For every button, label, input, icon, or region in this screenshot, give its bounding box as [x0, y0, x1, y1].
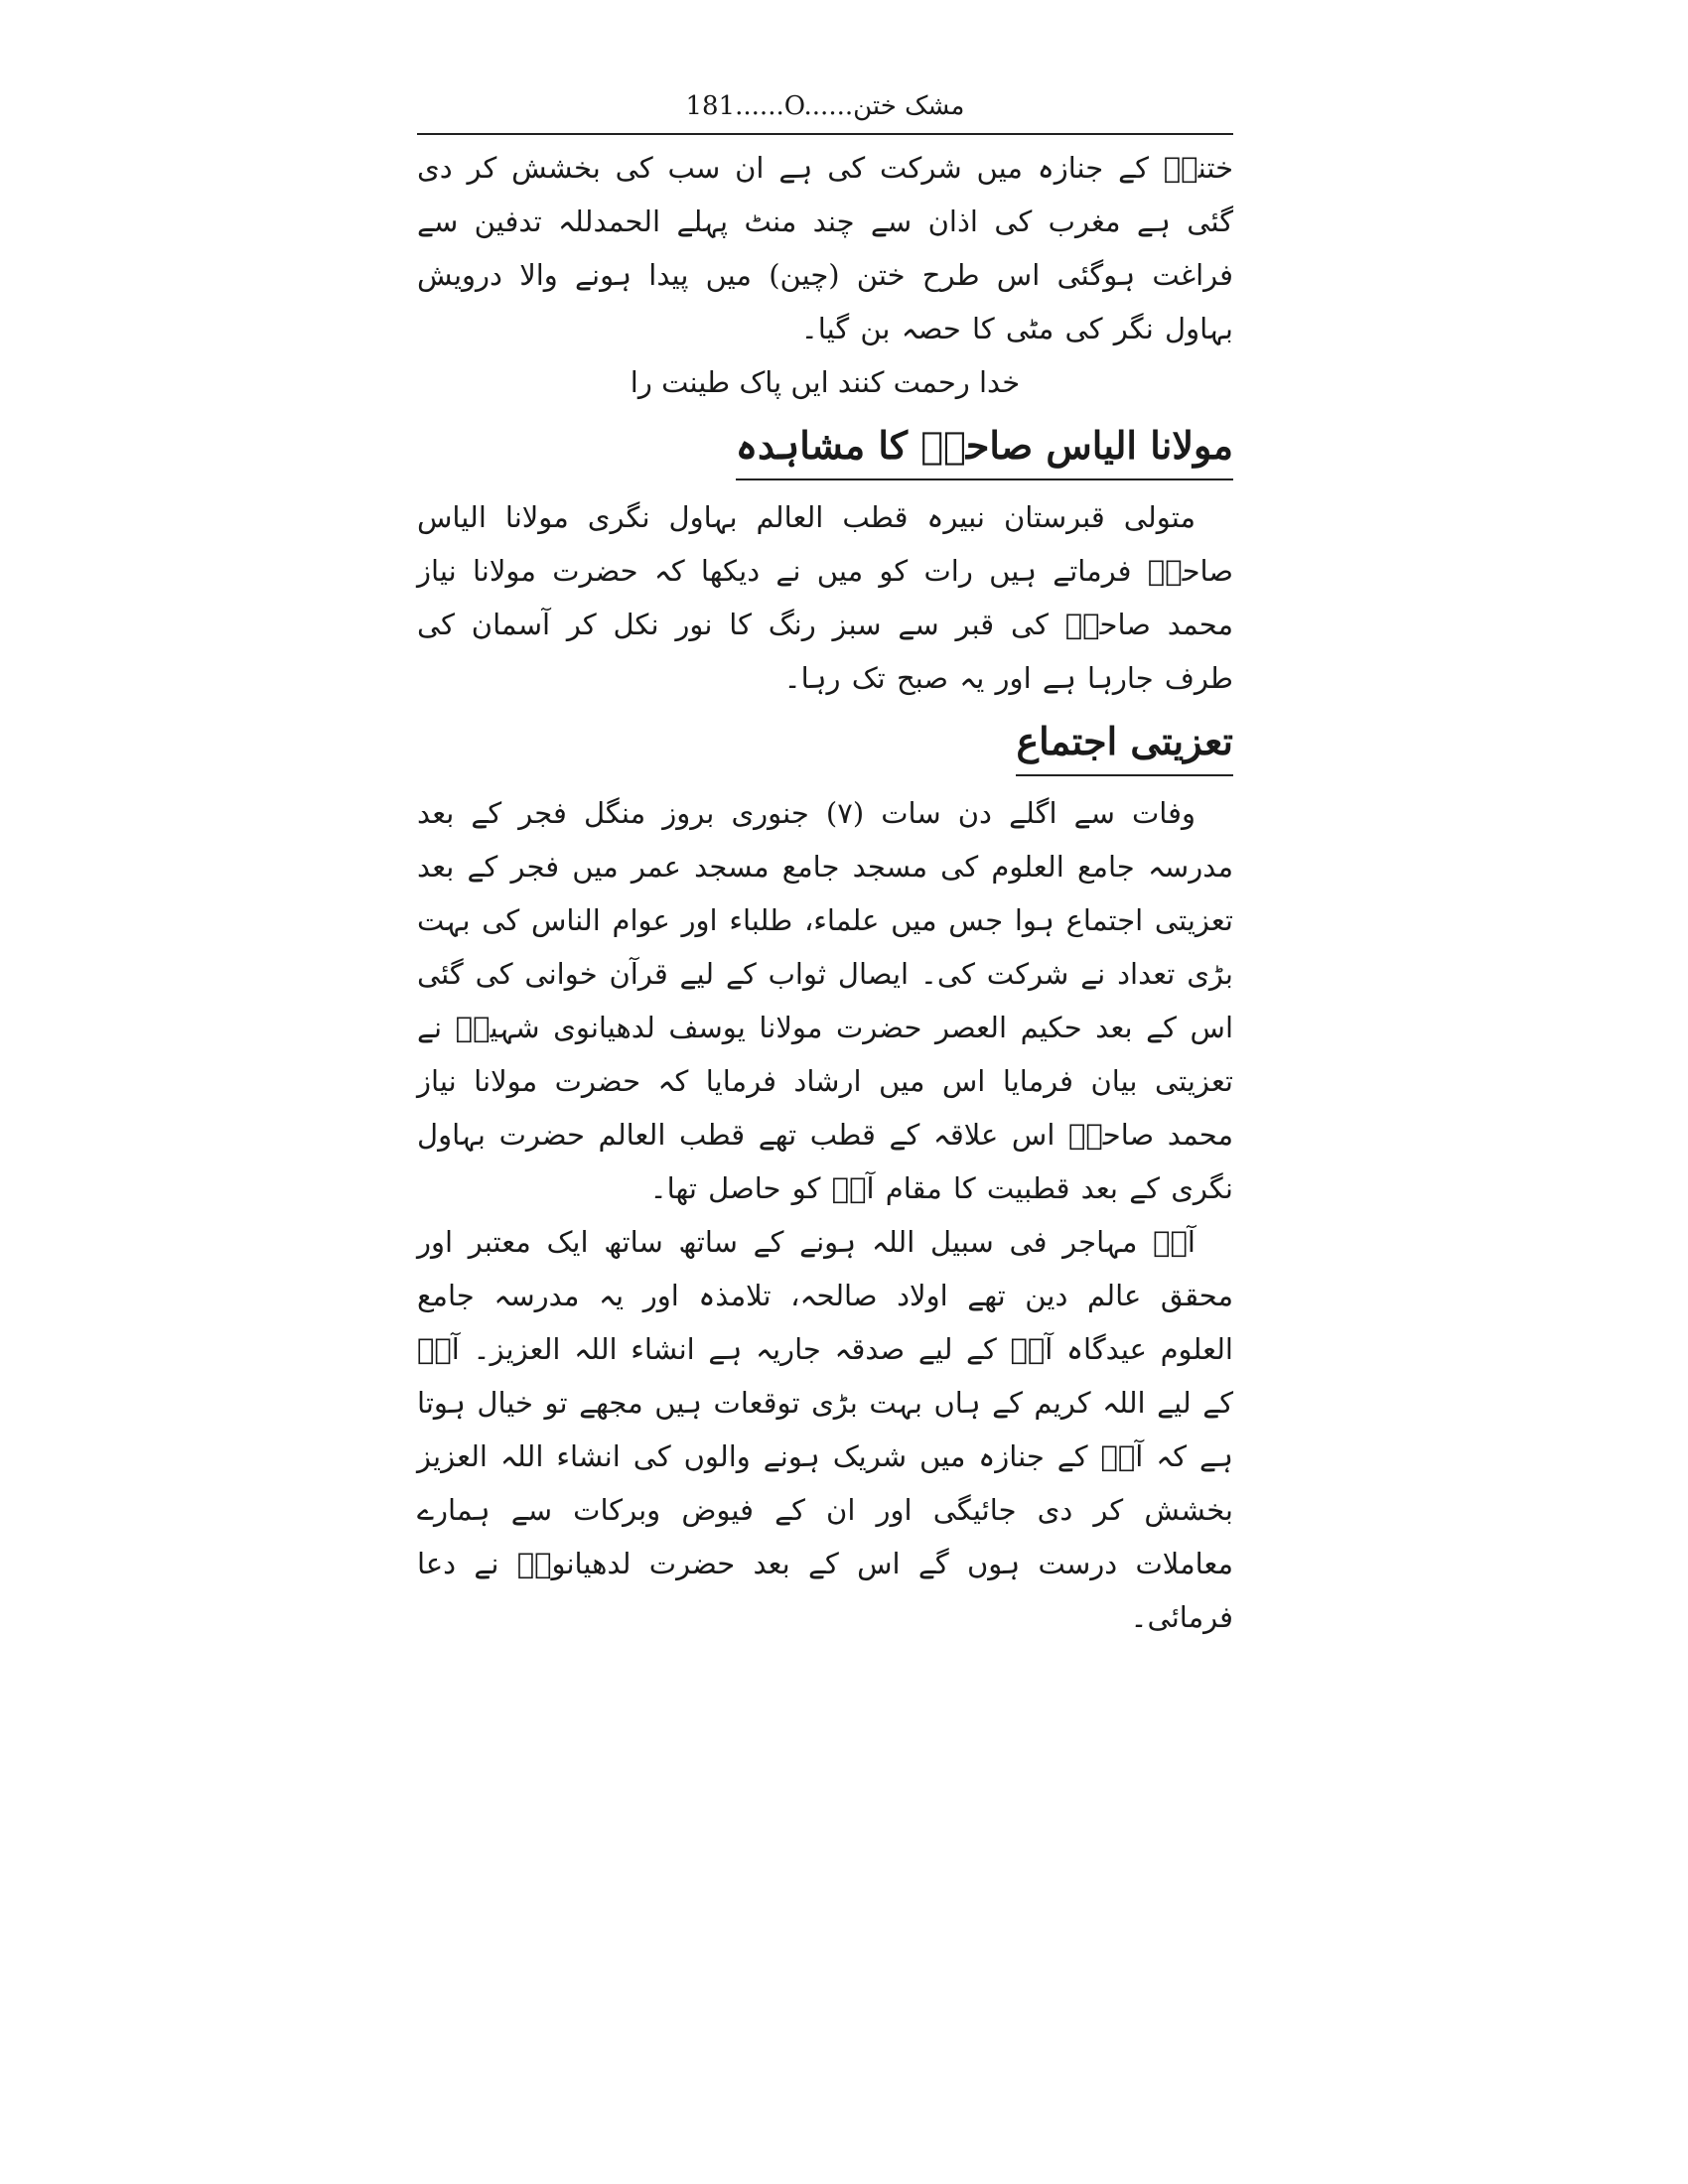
- running-head: [417, 87, 1233, 133]
- book-page: [417, 87, 1233, 1644]
- section-heading-condolence: تعزیتی اجتماع: [1016, 713, 1233, 776]
- persian-verse: خدا رحمت کنند ایں پاک طینت را: [630, 365, 1021, 399]
- header-rule: [417, 133, 1233, 135]
- page-number: 181: [685, 91, 736, 121]
- paragraph-tribute: آپؒ مہاجر فی سبیل اللہ ہونے کے ساتھ ساتھ ایک معتبر اور محقق عالم دین تھے اولاد صالحہ، تلامذہ اور یہ مدرسہ جامع العلوم عیدگاہ آپؒ کے لیے صدقہ جاریہ ہے انشاء اللہ العزیز۔ آپؒ کے لیے اللہ کریم کے ہاں بہت بڑی توقعات ہیں مجھے تو خیال ہوتا ہے کہ آپؒ کے جنازہ میں شریک ہونے والوں کی انشاء اللہ العزیز بخشش کر دی جائیگی اور ان کے فیوض وبرکات سے ہمارے معاملات درست ہوں گے اس کے بعد حضرت لدھیانویؒ نے دعا فرمائی۔: [417, 1225, 1233, 1634]
- heading-wrap-observation: [417, 409, 1233, 490]
- section-heading-observation: مولانا الیاس صاحبؒ کا مشاہدہ: [736, 417, 1233, 480]
- paragraph-condolence-gathering: وفات سے اگلے دن سات (۷) جنوری بروز منگل فجر کے بعد مدرسہ جامع العلوم کی مسجد جامع مسجد عمر میں فجر کے بعد تعزیتی اجتماع ہوا جس میں علماء، طلباء اور عوام الناس کی بہت بڑی تعداد نے شرکت کی۔ ایصال ثواب کے لیے قرآن خوانی کی گئی اس کے بعد حکیم العصر حضرت مولانا یوسف لدھیانوی شہیدؒ نے تعزیتی بیان فرمایا اس میں ارشاد فرمایا کہ حضرت مولانا نیاز محمد صاحبؒ اس علاقہ کے قطب تھے قطب العالم حضرت بہاول نگری کے بعد قطبیت کا مقام آپؒ کو حاصل تھا۔: [417, 796, 1233, 1205]
- heading-wrap-condolence: [417, 705, 1233, 786]
- paragraph-burial: ختنیؒ کے جنازہ میں شرکت کی ہے ان سب کی بخشش کر دی گئی ہے مغرب کی اذان سے چند منٹ پہلے الحمدللہ تدفین سے فراغت ہوگئی اس طرح ختن (چین) میں پیدا ہونے والا درویش بہاول نگر کی مٹی کا حصہ بن گیا۔: [417, 151, 1233, 345]
- running-head-separator: ......O......: [735, 91, 854, 121]
- book-title: مشک ختن: [853, 91, 965, 121]
- paragraph-observation: متولی قبرستان نبیرہ قطب العالم بہاول نگری مولانا الیاس صاحبؒ فرماتے ہیں رات کو میں نے دیکھا کہ حضرت مولانا نیاز محمد صاحبؒ کی قبر سے سبز رنگ کا نور نکل کر آسمان کی طرف جارہا ہے اور یہ صبح تک رہا۔: [417, 500, 1233, 695]
